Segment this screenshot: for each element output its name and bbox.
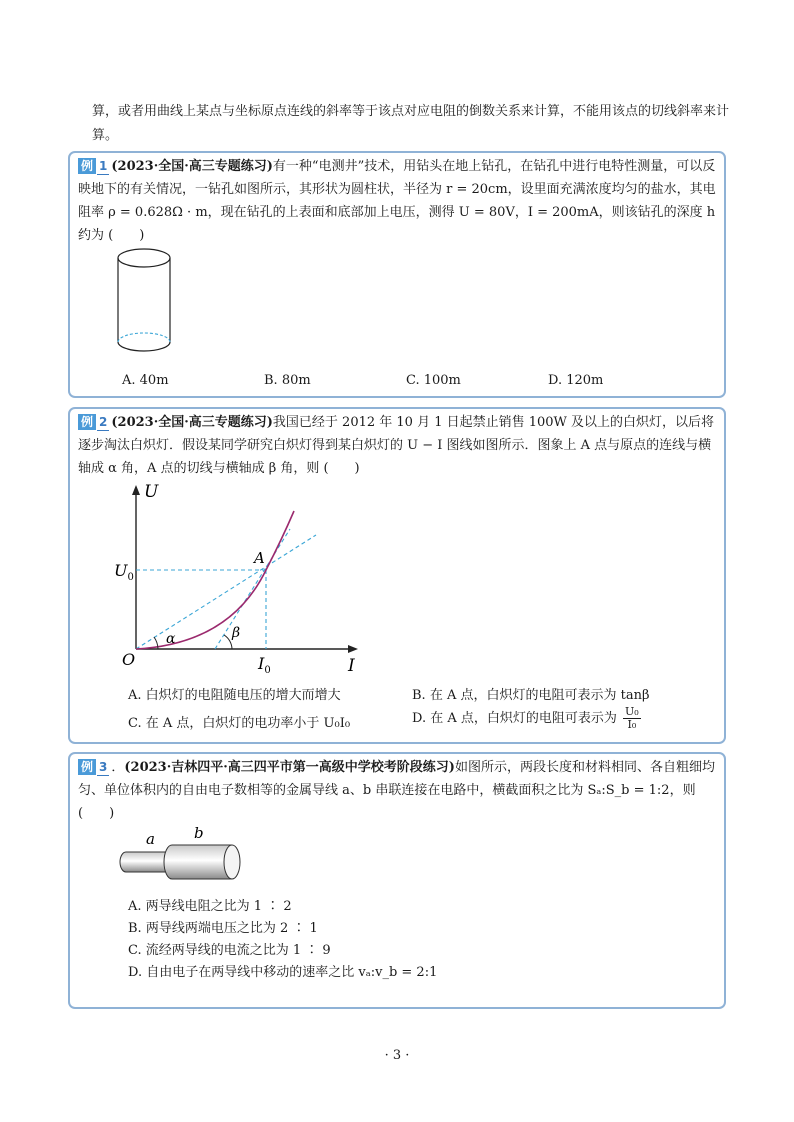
example-tag: 例 (78, 414, 96, 430)
y-axis-arrow (132, 485, 140, 495)
chord-line (136, 535, 316, 649)
example-tag: 例 (78, 158, 96, 174)
example-tag: 例 (78, 759, 96, 775)
i0-main: I (258, 654, 265, 673)
option-a[interactable]: A. 40m (122, 373, 169, 388)
label-a: a (146, 830, 155, 848)
ui-curve (136, 511, 294, 649)
example-1-box (68, 151, 726, 398)
ui-graph (110, 479, 370, 679)
i0-sub: 0 (264, 665, 271, 676)
option-d-fraction (623, 706, 641, 731)
option-a[interactable]: A. 白炽灯的电阻随电压的增大而增大 (128, 688, 341, 703)
x-axis-label: I (348, 656, 355, 676)
option-c[interactable]: C. 流经两导线的电流之比为 1 ∶ 9 (128, 943, 331, 958)
option-b[interactable]: B. 在 A 点，白炽灯的电阻可表示为 tanβ (412, 688, 650, 703)
example-text: 有一种“电测井”技术，用钻头在地上钻孔，在钻孔中进行电特性测量，可以反映地下的有关情况，一钻孔如图所示，其形状为圆柱状，半径为 r = 20cm，设里面充满浓度均匀的盐水，其电阻率 ρ = 0.628Ω · m，现在钻孔的上表面和底部加上电压，测得 U = 80V，I = 200mA，则该钻孔的深度 h 约为 ( ) (78, 159, 716, 243)
page-number: · 3 · (384, 1048, 410, 1063)
option-c[interactable]: C. 100m (406, 373, 461, 388)
alpha-label: α (166, 631, 176, 647)
example-2-box (68, 407, 726, 744)
example-number: 1 (99, 159, 108, 173)
u0-main: U (114, 561, 128, 580)
example-1-options (122, 373, 712, 388)
point-a-label: A (254, 549, 265, 567)
i0-label (257, 654, 271, 676)
example-text: 我国已经于 2012 年 10 月 1 日起禁止销售 100W 及以上的白炽灯，以后将逐步淘汰白炽灯．假设某同学研究白炽灯得到某白炽灯的 U − I 图线如图所示．图象上 A 点与原点的连线与横轴成 α 角，A 点的切线与横轴成 β 角，则 ( ) (78, 415, 715, 476)
example-source: (2023·全国·高三专题练习) (111, 159, 273, 174)
example-3-question (78, 756, 718, 825)
example-source: (2023·吉林四平·高三四平市第一高级中学校考阶段练习) (124, 760, 455, 775)
origin-label: O (122, 650, 136, 669)
example-number: 2 (99, 415, 108, 429)
fraction-denominator: I₀ (627, 718, 637, 731)
tangent-line (215, 529, 290, 649)
example-1-question (78, 155, 718, 247)
example-text: 如图所示，两段长度和材料相同、各自粗细均匀、单位体积内的自由电子数相等的金属导线 a、b 串联连接在电路中，横截面积之比为 Sₐ:S_b = 1:2，则 ( ) (78, 760, 715, 821)
y-axis-label: U (144, 482, 159, 502)
example-source: (2023·全国·高三专题练习) (111, 415, 273, 430)
option-d[interactable] (412, 706, 641, 731)
wire-figure (110, 826, 250, 888)
option-d-text: D. 在 A 点，白炽灯的电阻可表示为 (412, 711, 617, 726)
option-d[interactable]: D. 自由电子在两导线中移动的速率之比 vₐ:v_b = 2:1 (128, 965, 438, 980)
example-dot: ． (111, 760, 125, 775)
beta-label: β (232, 625, 241, 641)
u0-sub: 0 (127, 572, 134, 583)
example-number: 3 (99, 760, 108, 774)
option-d[interactable]: D. 120m (548, 373, 604, 388)
beta-arc (224, 635, 232, 649)
example-2-question (78, 411, 718, 480)
label-b: b (194, 826, 204, 842)
intro-paragraph: 算，或者用曲线上某点与坐标原点连线的斜率等于该点对应电阻的倒数关系来计算，不能用该点的切线斜率来计算。 (92, 104, 730, 143)
example-3-box (68, 752, 726, 1009)
option-a[interactable]: A. 两导线电阻之比为 1 ∶ 2 (128, 899, 292, 914)
fraction-numerator: U₀ (625, 705, 639, 718)
x-axis-arrow (348, 645, 358, 653)
wire-b (164, 845, 232, 879)
option-b[interactable]: B. 80m (264, 373, 311, 388)
cylinder-figure (110, 245, 180, 365)
option-b[interactable]: B. 两导线两端电压之比为 2 ∶ 1 (128, 921, 318, 936)
option-c[interactable]: C. 在 A 点，白炽灯的电功率小于 U₀I₀ (128, 716, 351, 731)
u0-label (114, 561, 134, 583)
wire-b-end (224, 845, 240, 879)
